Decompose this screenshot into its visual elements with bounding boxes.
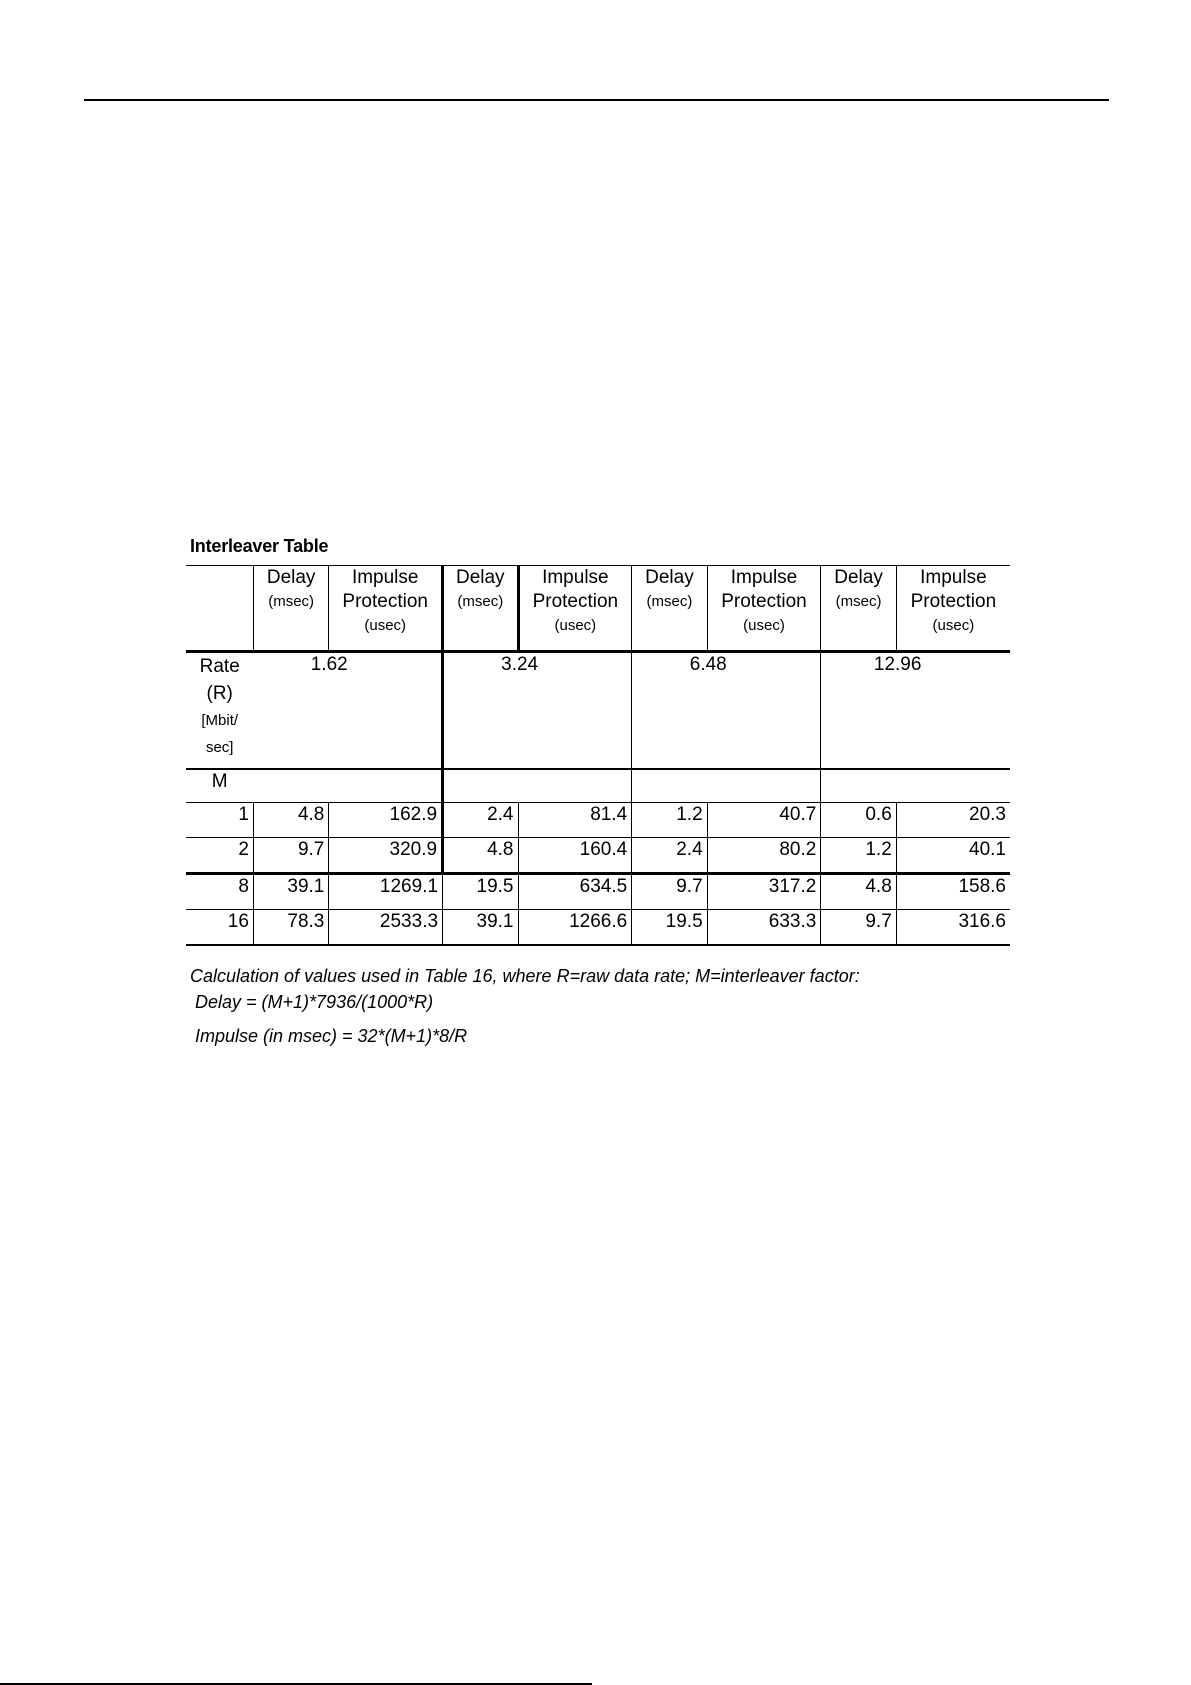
impulse-cell: 40.1: [896, 838, 1010, 874]
impulse-cell: 2533.3: [329, 910, 443, 946]
header-cell: Impulse Protection (usec): [896, 566, 1010, 652]
m-label: M: [186, 769, 253, 803]
impulse-cell: 634.5: [518, 874, 632, 910]
header-cell: Delay (msec): [821, 566, 896, 652]
rate-label: Rate (R) [Mbit/ sec]: [186, 652, 253, 770]
table-row: [186, 874, 1010, 910]
m-empty-cell: [443, 769, 632, 803]
impulse-cell: 320.9: [329, 838, 443, 874]
header-cell: Impulse Protection (usec): [329, 566, 443, 652]
header-cell: Delay (msec): [632, 566, 707, 652]
m-value: 8: [186, 874, 253, 910]
impulse-cell: 158.6: [896, 874, 1010, 910]
impulse-cell: 81.4: [518, 803, 632, 838]
delay-cell: 0.6: [821, 803, 896, 838]
impulse-cell: 80.2: [707, 838, 821, 874]
impulse-cell: 1269.1: [329, 874, 443, 910]
delay-cell: 4.8: [253, 803, 328, 838]
impulse-cell: 633.3: [707, 910, 821, 946]
table-title: Interleaver Table: [190, 536, 329, 556]
header-cell: Impulse Protection (usec): [518, 566, 632, 652]
impulse-cell: 160.4: [518, 838, 632, 874]
table-row: [186, 910, 1010, 946]
delay-cell: 9.7: [821, 910, 896, 946]
impulse-cell: 317.2: [707, 874, 821, 910]
m-row: [186, 769, 1010, 803]
delay-formula: Delay = (M+1)*7936/(1000*R): [195, 992, 434, 1012]
impulse-cell: 1266.6: [518, 910, 632, 946]
rate-value: 3.24: [443, 652, 632, 770]
delay-cell: 19.5: [443, 874, 518, 910]
delay-cell: 9.7: [632, 874, 707, 910]
impulse-cell: 316.6: [896, 910, 1010, 946]
caption-intro: Calculation of values used in Table 16, where R=raw data rate; M=interleaver factor:: [190, 966, 860, 986]
impulse-cell: 20.3: [896, 803, 1010, 838]
delay-cell: 2.4: [443, 803, 518, 838]
header-row: [186, 566, 1010, 652]
m-empty-cell: [253, 769, 442, 803]
delay-cell: 1.2: [821, 838, 896, 874]
m-value: 2: [186, 838, 253, 874]
delay-cell: 19.5: [632, 910, 707, 946]
delay-cell: 39.1: [443, 910, 518, 946]
delay-cell: 4.8: [443, 838, 518, 874]
rate-value: 6.48: [632, 652, 821, 770]
table-row: [186, 803, 1010, 838]
delay-cell: 78.3: [253, 910, 328, 946]
m-value: 1: [186, 803, 253, 838]
impulse-cell: 40.7: [707, 803, 821, 838]
delay-cell: 4.8: [821, 874, 896, 910]
impulse-formula: Impulse (in msec) = 32*(M+1)*8/R: [195, 1026, 468, 1046]
rate-row: [186, 652, 1010, 770]
corner-cell: [186, 566, 253, 652]
m-empty-cell: [821, 769, 1010, 803]
rate-value: 1.62: [253, 652, 442, 770]
delay-cell: 9.7: [253, 838, 328, 874]
impulse-cell: 162.9: [329, 803, 443, 838]
m-value: 16: [186, 910, 253, 946]
formula-caption: [190, 963, 860, 1049]
header-cell: Impulse Protection (usec): [707, 566, 821, 652]
header-cell: Delay (msec): [443, 566, 518, 652]
rate-value: 12.96: [821, 652, 1010, 770]
table-row: [186, 838, 1010, 874]
m-empty-cell: [632, 769, 821, 803]
interleaver-table: [186, 565, 1010, 946]
delay-cell: 2.4: [632, 838, 707, 874]
header-rule: [84, 99, 1109, 101]
header-cell: Delay (msec): [253, 566, 328, 652]
delay-cell: 1.2: [632, 803, 707, 838]
delay-cell: 39.1: [253, 874, 328, 910]
